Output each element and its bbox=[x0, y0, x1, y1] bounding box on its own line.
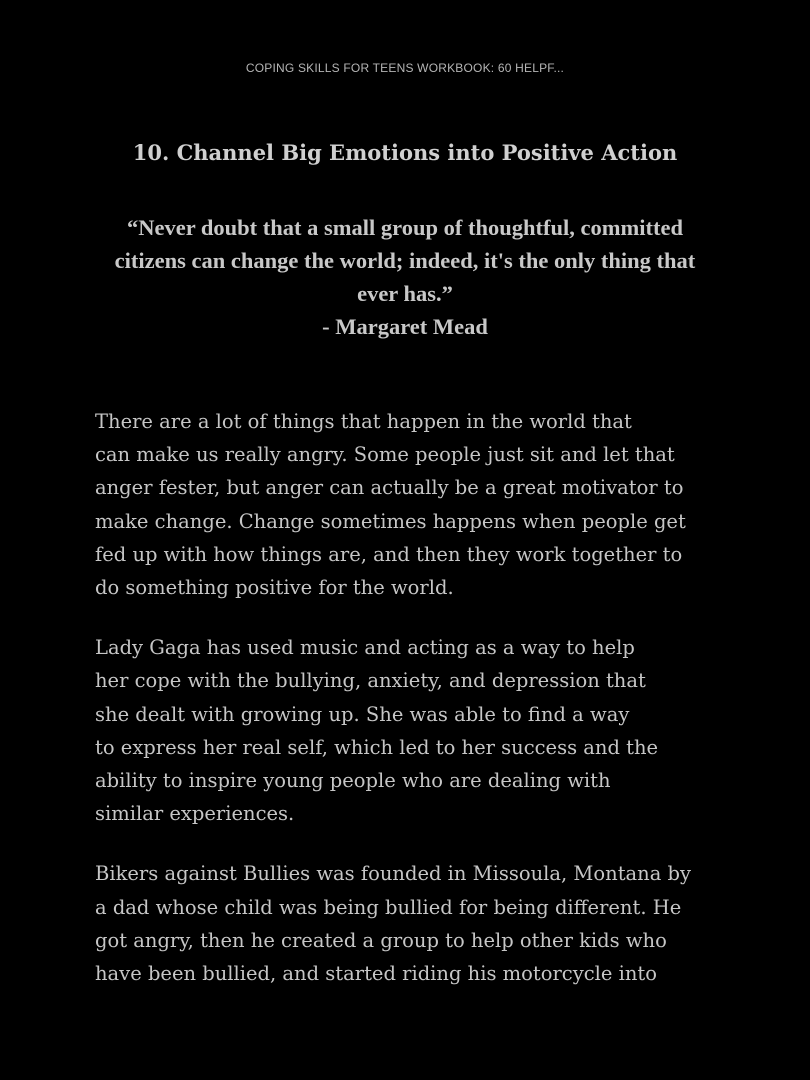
text-line: have been bullied, and started riding his motorcycle into bbox=[95, 962, 657, 986]
text-line: Lady Gaga has used music and acting as a way to help bbox=[95, 636, 635, 660]
text-line: got angry, then he created a group to help other kids who bbox=[95, 928, 667, 952]
text-line: There are a lot of things that happen in the world that bbox=[95, 410, 632, 433]
text-line: can make us really angry. Some people just sit and let that bbox=[95, 443, 675, 467]
text-line: fed up with how things are, and then they work together to bbox=[95, 542, 683, 566]
chapter-title: 10. Channel Big Emotions into Positive Action bbox=[132, 140, 678, 165]
text-line: a dad whose child was being bullied for being different. He bbox=[95, 895, 682, 919]
text-line: Bikers against Bullies was founded in Missoula, Montana by bbox=[95, 862, 692, 886]
body-text bbox=[95, 405, 725, 1017]
text-line: similar experiences. bbox=[95, 802, 295, 826]
paragraph bbox=[95, 405, 725, 604]
epigraph-line: ever has.” bbox=[357, 281, 453, 306]
epigraph-quote bbox=[80, 211, 730, 343]
paragraph bbox=[95, 857, 725, 990]
text-line: to express her real self, which led to her success and the bbox=[95, 735, 659, 759]
text-line: ability to inspire young people who are dealing with bbox=[95, 769, 611, 793]
text-line: do something positive for the world. bbox=[95, 576, 454, 600]
text-line: anger fester, but anger can actually be a great motivator to bbox=[95, 476, 684, 500]
epigraph-line: citizens can change the world; indeed, it's the only thing that bbox=[114, 248, 696, 273]
epigraph-attribution: - Margaret Mead bbox=[322, 314, 488, 339]
text-line: her cope with the bullying, anxiety, and depression that bbox=[95, 669, 646, 693]
text-line: she dealt with growing up. She was able to find a way bbox=[95, 702, 630, 726]
text-line: make change. Change sometimes happens when people get bbox=[95, 509, 686, 533]
running-header: COPING SKILLS FOR TEENS WORKBOOK: 60 HELPF... bbox=[245, 61, 565, 75]
paragraph bbox=[95, 631, 725, 830]
epigraph-line: “Never doubt that a small group of thoughtful, committed bbox=[126, 215, 684, 240]
